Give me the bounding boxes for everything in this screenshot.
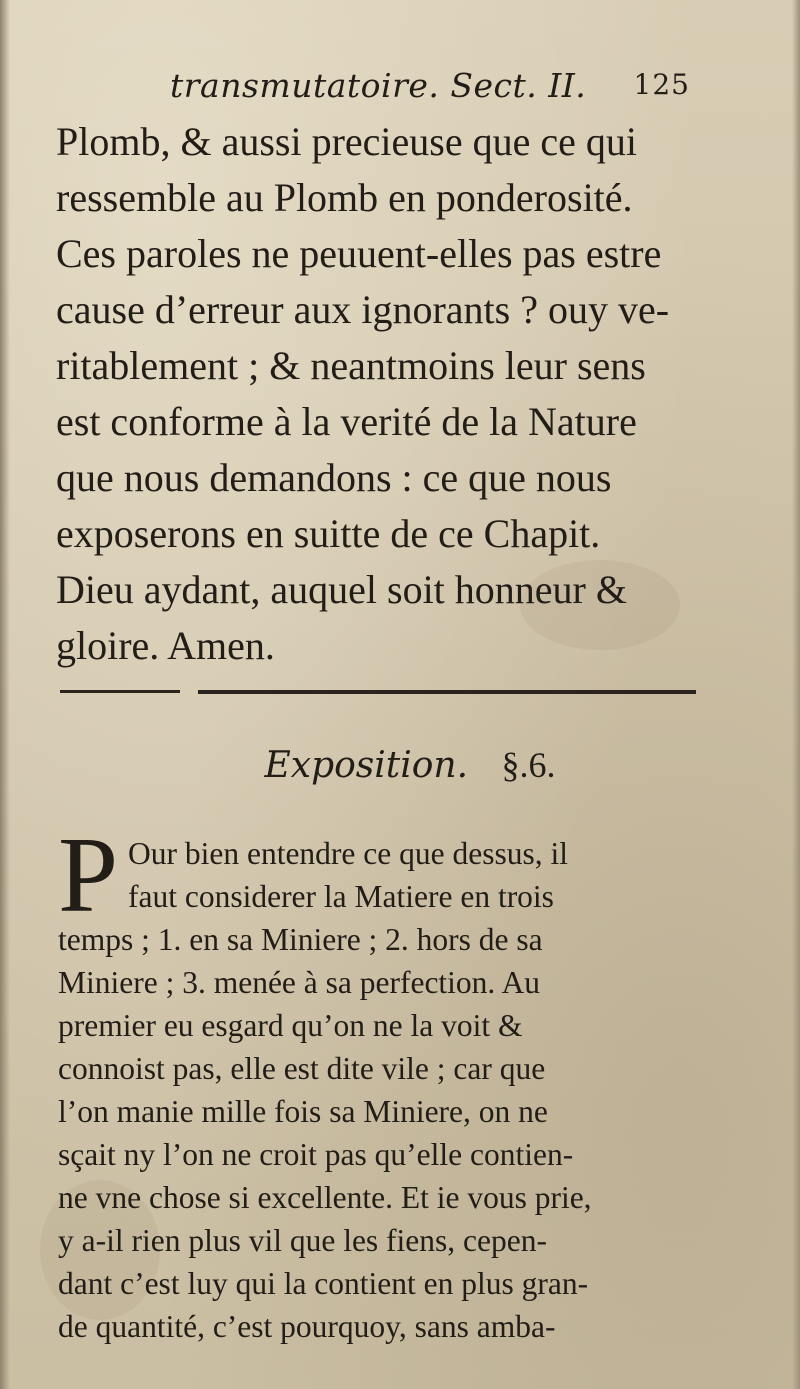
running-title: transmutatoire. Sect. II. xyxy=(170,66,587,105)
text-line: l’on manie mille fois sa Miniere, on ne xyxy=(58,1094,548,1129)
text-line: gloire. Amen. xyxy=(56,623,275,668)
section-divider xyxy=(60,688,696,696)
text-line: temps ; 1. en sa Miniere ; 2. hors de sa xyxy=(58,922,543,957)
text-line: connoist pas, elle est dite vile ; car que xyxy=(58,1051,546,1086)
text-line: Dieu aydant, auquel soit honneur & xyxy=(56,567,627,612)
text-line: y a-il rien plus vil que les fiens, cepen- xyxy=(58,1223,547,1258)
text-line: est conforme à la verité de la Nature xyxy=(56,399,637,444)
exposition-paragraph xyxy=(58,816,704,1348)
divider-rule-long xyxy=(198,690,696,694)
text-line: que nous demandons : ce que nous xyxy=(56,455,612,500)
text-line: ritablement ; & neantmoins leur sens xyxy=(56,343,646,388)
text-line: Our bien entendre ce que dessus, il xyxy=(128,836,568,871)
text-line: ressemble au Plomb en ponderosité. xyxy=(56,175,633,220)
text-line: cause d’erreur aux ignorants ? ouy ve- xyxy=(56,287,670,332)
text-line: exposerons en suitte de ce Chapit. xyxy=(56,511,601,556)
divider-rule-short xyxy=(60,690,180,693)
page-edge-right xyxy=(792,0,800,1389)
text-line: Ces paroles ne peuuent-elles pas estre xyxy=(56,231,662,276)
continued-paragraph xyxy=(56,114,706,674)
section-title: Exposition. xyxy=(264,745,469,786)
section-number: §.6. xyxy=(501,745,556,785)
running-header xyxy=(170,66,690,110)
text-line: premier eu esgard qu’on ne la voit & xyxy=(58,1008,523,1043)
section-heading xyxy=(0,744,800,786)
text-line: Plomb, & aussi precieuse que ce qui xyxy=(56,119,637,164)
text-line: dant c’est luy qui la contient en plus gran- xyxy=(58,1266,589,1301)
text-line: sçait ny l’on ne croit pas qu’elle contien- xyxy=(58,1137,574,1172)
drop-cap: P xyxy=(58,816,119,935)
page-edge-left xyxy=(0,0,10,1389)
text-line: de quantité, c’est pourquoy, sans amba- xyxy=(58,1309,556,1344)
text-line: Miniere ; 3. menée à sa perfection. Au xyxy=(58,965,540,1000)
text-line: faut considerer la Matiere en trois xyxy=(128,879,554,914)
text-line: ne vne chose si excellente. Et ie vous prie, xyxy=(58,1180,592,1215)
page-number: 125 xyxy=(633,68,690,101)
